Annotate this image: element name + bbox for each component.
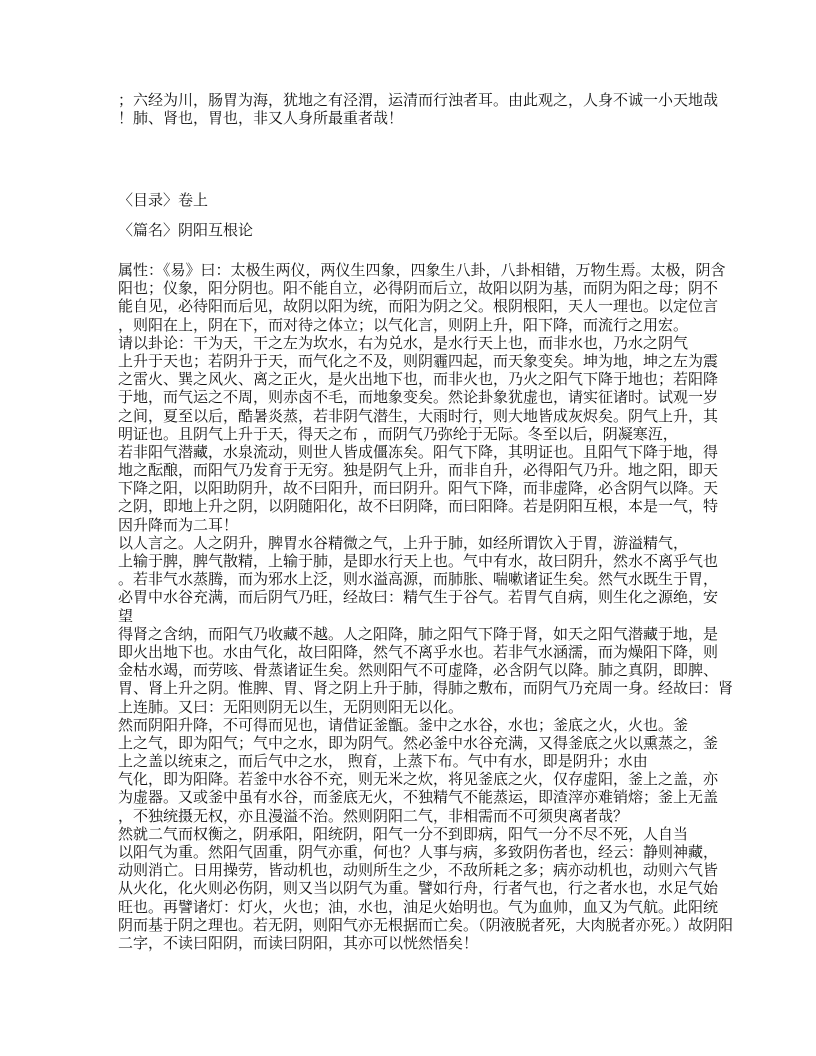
- text-line: 上输于脾，脾气散精，上输于肺，是即水行天上也。气中有水，故曰阴升，然水不离乎气也: [118, 552, 719, 570]
- text-line: ，则阳在上，阴在下，而对待之体立；以气化言，则阴上升，阳下降，而流行之用宏。: [118, 315, 689, 334]
- text-line: ；六经为川，肠胃为海，犹地之有泾渭，运清而行浊者耳。由此观之，人身不诚一小天地哉: [118, 91, 719, 109]
- text-line: 之间，夏至以后，酷暑炎蒸，若非阴气潜生，大雨时行，则大地皆成灰烬矣。阴气上升，其: [118, 406, 719, 425]
- text-line: 动则消亡。日用操劳，皆动机也，动则所生之少，不敌所耗之多；病亦动机也，动则六气皆: [118, 861, 719, 880]
- text-line: 以阳气为重。然阳气固重，阴气亦重，何也？人事与病，多致阴伤者也，经云：静则神藏，: [118, 843, 719, 861]
- text-line: 气化，即为阳降。若釜中水谷不充，则无米之炊，将见釜底之火，仅存虚阳，釜上之盖，亦: [118, 770, 719, 789]
- text-line: ！肺、肾也，胃也，非又人身所最重者哉！: [118, 109, 404, 128]
- text-line: 然而阴阳升降，不可得而见也，请借证釜甑。釜中之水谷，水也；釜底之火，火也。釜: [118, 715, 689, 734]
- text-line: 阴而基于阴之理也。若无阴，则阳气亦无根据而亡矣。（阴液脱者死，大肉脱者亦死。）故阴阳: [118, 915, 734, 934]
- text-line: 之雷火、巽之风火、离之正火，是火出地下也，而非火也，乃火之阳气下降于地也；若阳降: [118, 370, 719, 389]
- preceding-text: [118, 91, 718, 127]
- text-line: 上连肺。又曰：无阳则阴无以生，无阴则阳无以化。: [118, 697, 464, 716]
- text-line: 请以卦论：干为天，干之左为坎水，右为兑水，是水行天上也，而非水也，乃水之阴气: [118, 333, 689, 352]
- text-line: 地之酝酿，而阳气乃发育于无穷。独是阴气上升，而非自升，必得阳气乃升。地之阳，即天: [118, 461, 719, 480]
- toc-heading: 〈目录〉卷上: [118, 191, 209, 209]
- text-line: 上之气，即为阳气；气中之水，即为阴气。然必釜中水谷充满，又得釜底之火以熏蒸之，釜: [118, 733, 719, 752]
- text-line: 然就二气而权衡之，阴承阳，阳统阴，阳气一分不到即病，阳气一分不尽不死，人自当: [118, 824, 689, 843]
- text-line: 能自见，必待阳而后见，故阴以阳为统，而阳为阴之父。根阴根阳，天人一理也。以定位言: [118, 297, 719, 316]
- text-line: 于地，而气运之不周，则赤卤不毛，而地象变矣。然论卦象犹虚也，请实征诸时。试观一岁: [118, 388, 719, 407]
- text-line: 之阴，即地上升之阴，以阴随阳化，故不曰阴降，而曰阳降。若是阴阳互根，本是一气，特: [118, 497, 719, 516]
- text-line: 。若非气水蒸腾，而为邪水上泛，则水溢高源，而肺胀、喘嗽诸证生矣。然气水既生于胃，: [118, 570, 719, 589]
- chapter-title: 〈篇名〉阴阳互根论: [118, 221, 254, 239]
- text-line: 得肾之含纳，而阳气乃收藏不越。人之阳降，肺之阳气下降于肾，如天之阳气潜藏于地，是: [118, 624, 719, 643]
- text-line: 上之盖以统束之，而后气中之水， 煦育，上蒸下布。气中有水，即是阴升；水由: [118, 752, 648, 771]
- text-line: 为虚器。又或釜中虽有水谷，而釜底无火，不独精气不能蒸运，即渣滓亦难销熔；釜上无盖: [118, 788, 719, 807]
- text-line: 金枯水竭，而劳咳、骨蒸诸证生矣。然则阳气不可虚降，必含阴气以降。肺之真阴，即脾、: [118, 661, 719, 680]
- text-line: 若非阳气潜藏，水泉流动，则世人皆成僵冻矣。阳气下降，其明证也。且阳气下降于地，得: [118, 442, 719, 461]
- text-line: 明证也。且阴气上升于天，得天之布 ，而阴气乃弥纶于无际。冬至以后，阴凝寒沍，: [118, 424, 678, 443]
- text-line: 望: [118, 606, 134, 625]
- text-line: 必胃中水谷充满，而后阴气乃旺，经故曰：精气生于谷气。若胃气自病，则生化之源绝，安: [118, 588, 719, 607]
- text-line: 从火化，化火则必伤阴，则又当以阴气为重。譬如行舟，行者气也，行之者水也，水足气始: [118, 879, 719, 898]
- text-line: 下降之阳，以阳助阴升，故不曰阳升，而曰阴升。阳气下降，而非虚降，必含阴气以降。天: [118, 479, 719, 498]
- text-line: 因升降而为二耳！: [118, 515, 239, 534]
- text-line: 旺也。再譬诸灯：灯火，火也；油，水也，油足火始明也。气为血帅，血又为气航。此阳统: [118, 897, 719, 916]
- text-line: 二字，不读曰阳阴，而读曰阴阳，其亦可以恍然悟矣！: [118, 933, 479, 952]
- text-line: 以人言之。人之阴升，脾胃水谷精微之气，上升于肺，如经所谓饮入于胃，游溢精气，: [118, 533, 689, 552]
- text-line: 上升于天也；若阴升于天，而气化之不及，则阴霾四起，而天象变矣。坤为地，坤之左为震: [118, 351, 719, 370]
- text-line: ，不独统摄无权，亦且漫溢不治。然则阴阳二气，非相需而不可须臾离者哉？: [118, 806, 629, 825]
- text-line: 阳也；仪象，阳分阴也。阳不能自立，必得阴而后立，故阳以阴为基，而阴为阳之母；阴不: [118, 279, 719, 298]
- chapter-body: [118, 261, 734, 952]
- text-line: 属性：《易》曰：太极生两仪，两仪生四象，四象生八卦，八卦相错，万物生焉。太极，阴含: [118, 261, 726, 279]
- text-line: 即火出地下也。水由气化，故曰阳降，然气不离乎水也。若非气水涵濡，而为燥阳下降，则: [118, 642, 719, 661]
- text-line: 胃、肾上升之阴。惟脾、胃、肾之阴上升于肺，得肺之敷布，而阴气乃充周一身。经故曰：肾: [118, 679, 734, 698]
